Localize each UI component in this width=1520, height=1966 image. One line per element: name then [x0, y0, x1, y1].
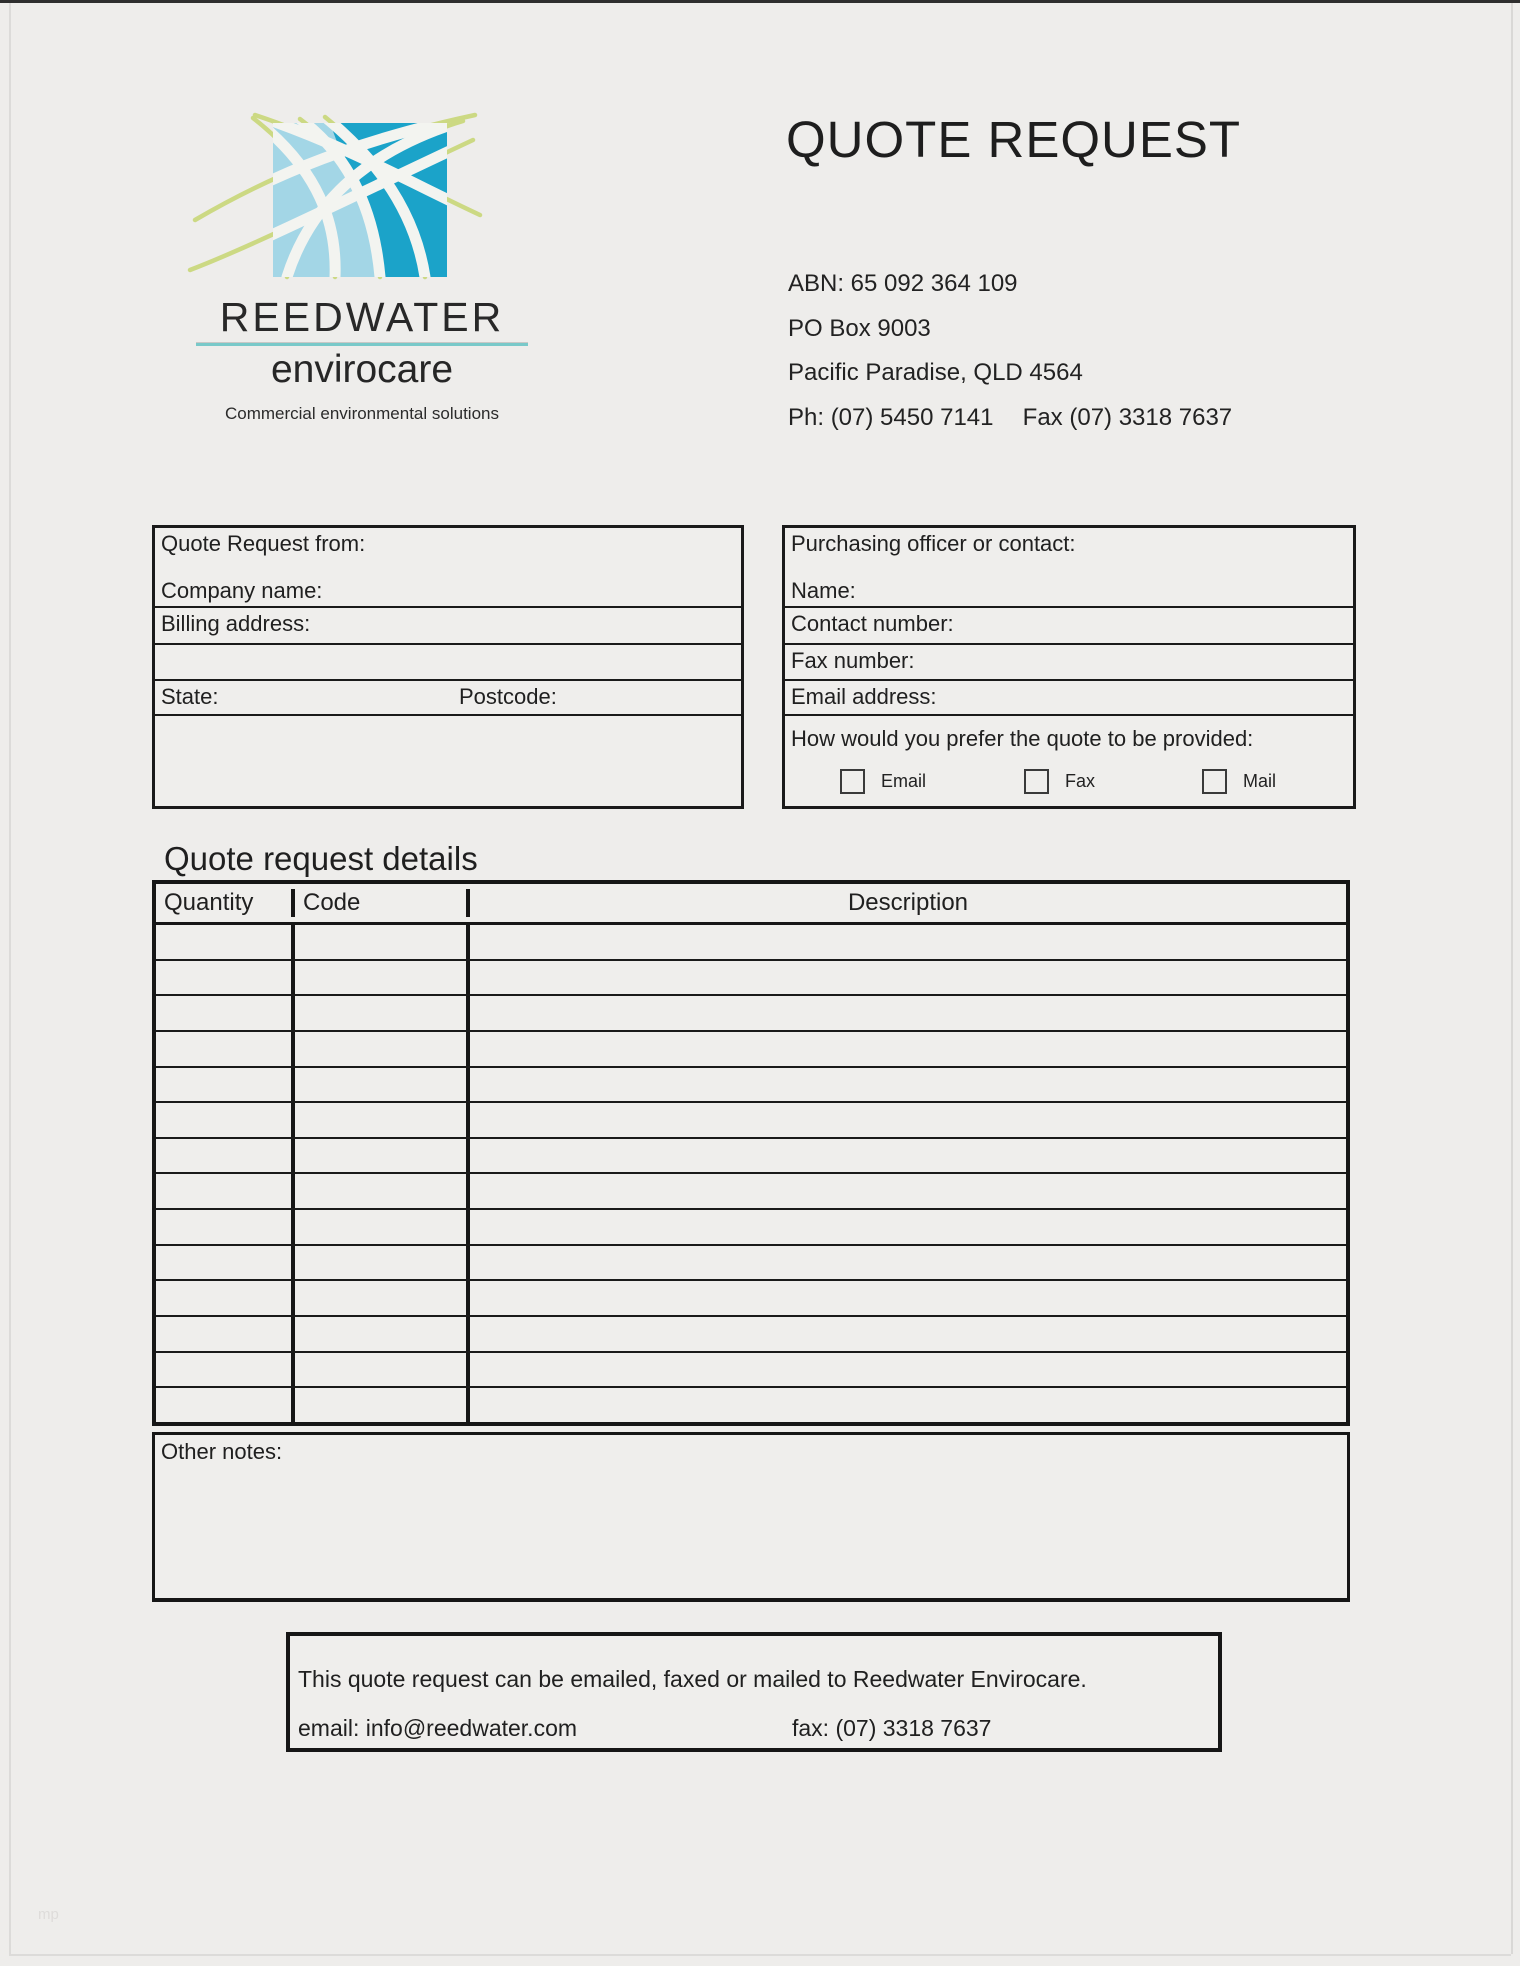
email-address-label: Email address: — [791, 684, 937, 709]
from-notes-field[interactable] — [155, 714, 741, 800]
code-cell[interactable] — [295, 1174, 470, 1208]
quantity-cell[interactable] — [156, 1068, 295, 1102]
quantity-cell[interactable] — [156, 1246, 295, 1280]
brand-name: REEDWATER — [219, 294, 505, 340]
email-address-field[interactable] — [785, 679, 1353, 714]
table-row — [156, 1101, 1346, 1137]
code-cell[interactable] — [295, 1246, 470, 1280]
postcode-label: Postcode: — [459, 684, 557, 709]
quantity-cell[interactable] — [156, 1174, 295, 1208]
company-phone: Ph: (07) 5450 7141 — [788, 404, 994, 431]
table-row — [156, 1137, 1346, 1173]
company-name-label: Company name: — [161, 578, 323, 603]
reedwater-logo-icon — [175, 85, 485, 290]
scan-edge-bottom — [9, 1954, 1511, 1956]
billing-address-label: Billing address: — [161, 611, 311, 636]
brand-underline — [196, 343, 528, 346]
company-abn: ABN: 65 092 364 109 — [788, 270, 1018, 297]
footer-email: email: info@reedwater.com — [298, 1715, 578, 1741]
description-cell[interactable] — [470, 1103, 1346, 1137]
state-postcode-row[interactable] — [155, 679, 741, 714]
contact-number-label: Contact number: — [791, 611, 954, 636]
brand-subname: envirocare — [270, 348, 454, 392]
footer-box — [286, 1632, 1222, 1752]
company-fax: Fax (07) 3318 7637 — [1022, 404, 1233, 431]
mail-checkbox[interactable] — [1202, 769, 1227, 794]
description-cell[interactable] — [470, 1210, 1346, 1244]
description-cell[interactable] — [470, 996, 1346, 1030]
document-title: QUOTE REQUEST — [786, 111, 1242, 168]
quantity-cell[interactable] — [156, 961, 295, 995]
table-row — [156, 994, 1346, 1030]
code-cell[interactable] — [295, 1139, 470, 1173]
table-row — [156, 959, 1346, 995]
contact-number-field[interactable] — [785, 606, 1353, 643]
other-notes-label: Other notes: — [161, 1439, 283, 1464]
quantity-cell[interactable] — [156, 996, 295, 1030]
preference-option-mail — [1202, 769, 1276, 794]
contact-box-title: Purchasing officer or contact: — [791, 531, 1076, 556]
from-box-title: Quote Request from: — [161, 531, 366, 556]
quantity-cell[interactable] — [156, 1317, 295, 1351]
table-row — [156, 1279, 1346, 1315]
mail-checkbox-label: Mail — [1243, 771, 1277, 791]
quote-preference-row — [785, 714, 1353, 800]
scan-edge-right — [1511, 3, 1513, 1954]
description-cell[interactable] — [470, 1388, 1346, 1422]
code-cell[interactable] — [295, 1103, 470, 1137]
fax-checkbox[interactable] — [1024, 769, 1049, 794]
description-cell[interactable] — [470, 1068, 1346, 1102]
scan-watermark: mp — [38, 1906, 59, 1923]
details-heading: Quote request details — [164, 840, 478, 877]
table-row — [156, 1030, 1346, 1066]
preference-question: How would you prefer the quote to be provided: — [791, 726, 1254, 751]
email-checkbox-label: Email — [881, 771, 927, 791]
code-cell[interactable] — [295, 961, 470, 995]
code-cell[interactable] — [295, 925, 470, 959]
description-cell[interactable] — [470, 1139, 1346, 1173]
details-table — [152, 880, 1350, 1426]
scan-edge-left — [9, 3, 11, 1954]
email-checkbox[interactable] — [840, 769, 865, 794]
quantity-cell[interactable] — [156, 925, 295, 959]
footer-instruction: This quote request can be emailed, faxed or mailed to Reedwater Envirocare. — [298, 1666, 1087, 1692]
table-row — [156, 925, 1346, 959]
company-phone-fax — [788, 404, 1232, 432]
scan-edge-top — [0, 0, 1520, 3]
company-locality: Pacific Paradise, QLD 4564 — [788, 359, 1083, 386]
from-title-row — [155, 528, 741, 606]
state-label: State: — [161, 684, 219, 709]
code-cell[interactable] — [295, 1032, 470, 1066]
preference-option-email — [840, 769, 926, 794]
quantity-cell[interactable] — [156, 1103, 295, 1137]
details-table-body — [156, 925, 1346, 1422]
brand-tagline: Commercial environmental solutions — [224, 404, 499, 424]
description-cell[interactable] — [470, 925, 1346, 959]
purchasing-officer-box — [782, 525, 1356, 809]
description-cell[interactable] — [470, 1032, 1346, 1066]
table-row — [156, 1386, 1346, 1422]
code-cell[interactable] — [295, 1210, 470, 1244]
fax-checkbox-label: Fax — [1065, 771, 1096, 791]
table-row — [156, 1315, 1346, 1351]
fax-number-field[interactable] — [785, 643, 1353, 679]
table-row — [156, 1066, 1346, 1102]
fax-number-label: Fax number: — [791, 648, 915, 673]
details-table-header — [156, 884, 1346, 925]
billing-address-field-2[interactable] — [155, 643, 741, 679]
quantity-column-header: Quantity — [156, 889, 295, 917]
description-cell[interactable] — [470, 1174, 1346, 1208]
code-cell[interactable] — [295, 1388, 470, 1422]
code-cell[interactable] — [295, 1281, 470, 1315]
name-label: Name: — [791, 578, 856, 603]
description-cell[interactable] — [470, 1246, 1346, 1280]
quantity-cell[interactable] — [156, 1139, 295, 1173]
footer-fax: fax: (07) 3318 7637 — [792, 1715, 992, 1741]
quote-request-from-box — [152, 525, 744, 809]
quantity-cell[interactable] — [156, 1032, 295, 1066]
description-cell[interactable] — [470, 1281, 1346, 1315]
description-column-header: Description — [847, 889, 969, 916]
contact-title-row — [785, 528, 1353, 606]
description-cell[interactable] — [470, 1353, 1346, 1387]
quantity-cell[interactable] — [156, 1281, 295, 1315]
code-cell[interactable] — [295, 996, 470, 1030]
table-row — [156, 1208, 1346, 1244]
code-column-header: Code — [295, 889, 470, 917]
logo-text-block — [152, 296, 572, 424]
table-row — [156, 1172, 1346, 1208]
preference-option-fax — [1024, 769, 1095, 794]
quantity-cell[interactable] — [156, 1353, 295, 1387]
description-cell[interactable] — [470, 961, 1346, 995]
quantity-cell[interactable] — [156, 1210, 295, 1244]
table-row — [156, 1244, 1346, 1280]
description-cell[interactable] — [470, 1317, 1346, 1351]
table-row — [156, 1351, 1346, 1387]
quantity-cell[interactable] — [156, 1388, 295, 1422]
company-po-box: PO Box 9003 — [788, 315, 931, 342]
code-cell[interactable] — [295, 1353, 470, 1387]
billing-address-field[interactable] — [155, 606, 741, 643]
code-cell[interactable] — [295, 1317, 470, 1351]
code-cell[interactable] — [295, 1068, 470, 1102]
other-notes-field[interactable] — [152, 1432, 1350, 1602]
